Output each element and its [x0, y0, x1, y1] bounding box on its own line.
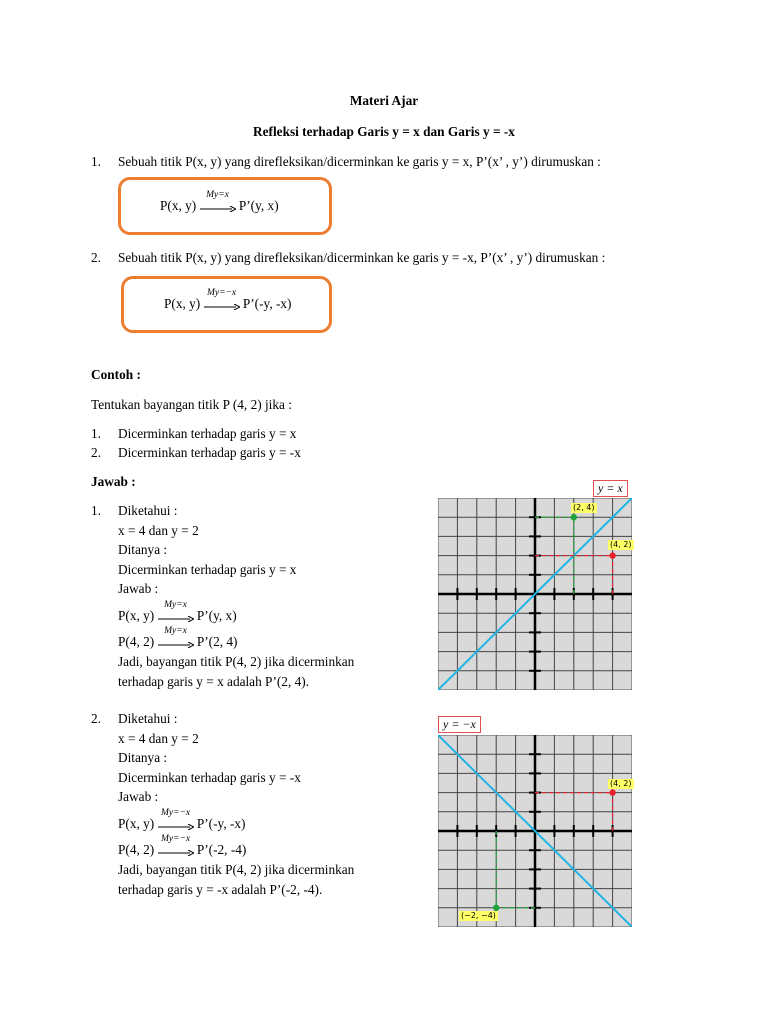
- formula-right: P’(-2, -4): [196, 842, 247, 857]
- arrow-icon: [158, 642, 194, 648]
- formula-2: [164, 287, 292, 312]
- item-2-number: 2.: [91, 250, 101, 265]
- data-point: [609, 789, 615, 795]
- contoh-heading: Contoh :: [91, 367, 141, 382]
- answer-1-jawab: Jawab :: [118, 581, 159, 596]
- formula-arrow: [158, 807, 194, 832]
- formula-1-label: My=x: [206, 189, 229, 200]
- answer-2-diketahui: Diketahui :: [118, 711, 178, 726]
- formula-label: My=x: [164, 599, 187, 610]
- formula-right: P’(y, x): [196, 608, 237, 623]
- answer-1-formula-1: [118, 599, 237, 624]
- formula-1: [160, 189, 279, 214]
- formula-1-arrow: [200, 189, 236, 214]
- arrow-icon: [204, 304, 240, 310]
- answer-1-conclusion-2: terhadap garis y = x adalah P’(2, 4).: [118, 674, 310, 689]
- formula-left: P(x, y): [118, 608, 155, 623]
- answer-2-formula-1: [118, 807, 246, 832]
- contoh-question: Tentukan bayangan titik P (4, 2) jika :: [91, 397, 292, 412]
- answer-2-conclusion-1: Jadi, bayangan titik P(4, 2) jika dicerminkan: [118, 862, 355, 877]
- answer-1-number: 1.: [91, 503, 101, 518]
- answer-1-formula-2: [118, 625, 238, 650]
- answer-1-asked: Dicerminkan terhadap garis y = x: [118, 562, 297, 577]
- graph-1-line-label: y = x: [593, 480, 628, 497]
- graph-1: [438, 498, 632, 690]
- formula-2-left: P(x, y): [164, 296, 201, 311]
- arrow-icon: [158, 616, 194, 622]
- graph-2: [438, 735, 632, 927]
- arrow-icon: [158, 850, 194, 856]
- answer-2-given: x = 4 dan y = 2: [118, 731, 199, 746]
- jawab-heading: Jawab :: [91, 474, 136, 489]
- formula-2-right: P’(-y, -x): [242, 296, 292, 311]
- answer-2-asked: Dicerminkan terhadap garis y = -x: [118, 770, 301, 785]
- formula-left: P(4, 2): [118, 634, 155, 649]
- formula-right: P’(-y, -x): [196, 816, 246, 831]
- formula-label: My=−x: [160, 807, 191, 818]
- answer-2-jawab: Jawab :: [118, 789, 159, 804]
- item-2-text: Sebuah titik P(x, y) yang direfleksikan/dicerminkan ke garis y = -x, P’(x’ , y’) dirumuskan :: [118, 250, 606, 265]
- graph-1-point-a-label: (2, 4): [573, 503, 595, 512]
- item-1-text: Sebuah titik P(x, y) yang direfleksikan/dicerminkan ke garis y = x, P’(x’ , y’) dirumuskan :: [118, 154, 601, 169]
- formula-left: P(4, 2): [118, 842, 155, 857]
- task-2-number: 2.: [91, 445, 101, 460]
- formula-right: P’(2, 4): [196, 634, 238, 649]
- formula-arrow: [158, 833, 194, 858]
- formula-1-right: P’(y, x): [238, 198, 279, 213]
- answer-1-given: x = 4 dan y = 2: [118, 523, 199, 538]
- formula-left: P(x, y): [118, 816, 155, 831]
- item-1-number: 1.: [91, 154, 101, 169]
- answer-2-number: 2.: [91, 711, 101, 726]
- page-title: Materi Ajar: [349, 93, 419, 108]
- answer-2-conclusion-2: terhadap garis y = -x adalah P’(-2, -4).: [118, 882, 323, 897]
- answer-1-ditanya: Ditanya :: [118, 542, 168, 557]
- data-point: [609, 552, 615, 558]
- graph-2-point-a-label: (4, 2): [610, 779, 632, 788]
- page-subtitle: Refleksi terhadap Garis y = x dan Garis y = -x: [253, 124, 515, 139]
- task-2-text: Dicerminkan terhadap garis y = -x: [118, 445, 301, 460]
- answer-1-conclusion-1: Jadi, bayangan titik P(4, 2) jika dicerminkan: [118, 654, 355, 669]
- answer-2-ditanya: Ditanya :: [118, 750, 168, 765]
- graph-2-line-label: y = −x: [438, 716, 481, 733]
- arrow-icon: [200, 206, 236, 212]
- answer-2-formula-2: [118, 833, 247, 858]
- formula-arrow: [158, 599, 194, 624]
- formula-1-left: P(x, y): [160, 198, 197, 213]
- graph-1-point-b-label: (4, 2): [610, 540, 632, 549]
- formula-2-arrow: [204, 287, 240, 312]
- formula-arrow: [158, 625, 194, 650]
- formula-label: My=−x: [160, 833, 191, 844]
- task-1-text: Dicerminkan terhadap garis y = x: [118, 426, 297, 441]
- answer-1-diketahui: Diketahui :: [118, 503, 178, 518]
- graph-2-point-b-label: (−2, −4): [461, 911, 496, 920]
- formula-label: My=x: [164, 625, 187, 636]
- data-point: [571, 514, 577, 520]
- task-1-number: 1.: [91, 426, 101, 441]
- arrow-icon: [158, 824, 194, 830]
- formula-2-label: My=−x: [206, 287, 237, 298]
